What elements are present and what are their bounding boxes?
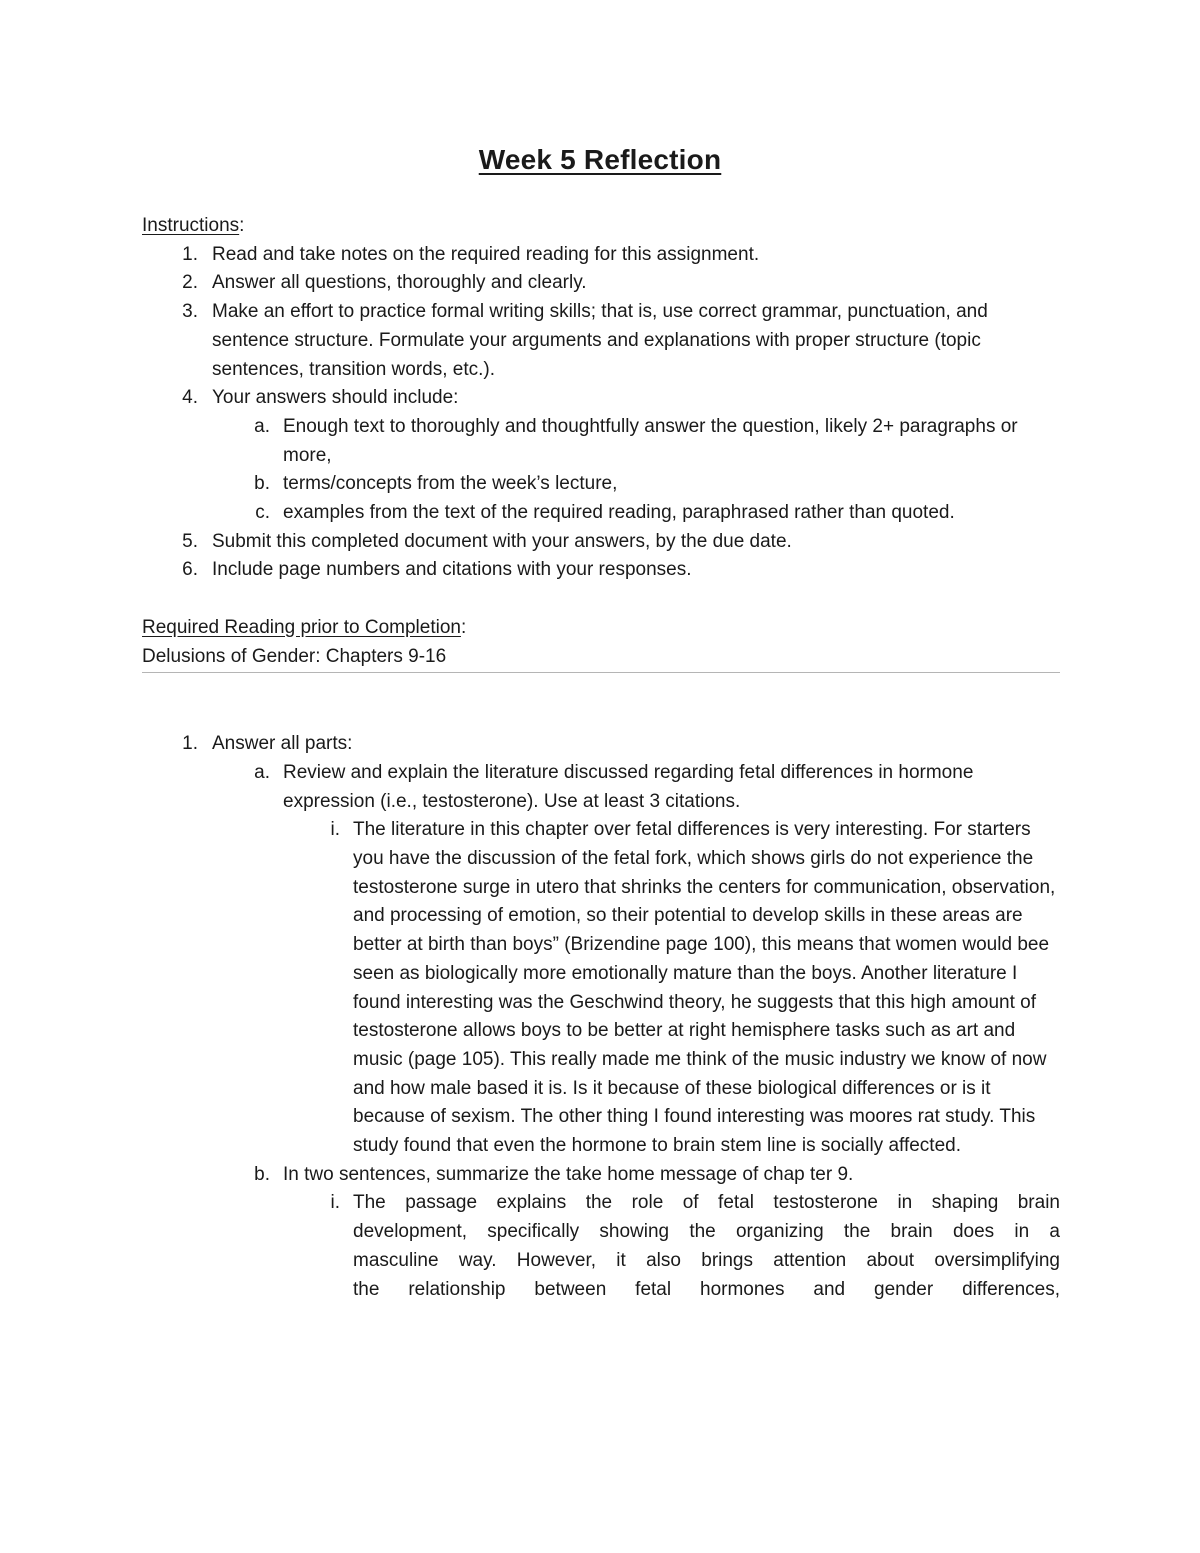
include-marker: a. <box>254 415 270 437</box>
document-title: Week 5 Reflection <box>478 144 722 175</box>
instruction-item-6 <box>142 556 1060 585</box>
instruction-item-1 <box>142 241 1060 270</box>
include-marker: b. <box>254 473 270 495</box>
answer-text: The literature in this chapter over fetal differences is very interesting. For starters you have the discussion of the fetal fork, which shows girls do not experience the testosterone surge in utero that shrinks the centers for communication, observation, and processing of emotion, so their potential to develop skills in these areas are better at birth than boys” (Brizendine page 100), this means that women would bee seen as biologically more emotionally mature than the boys. Another literature I found interesting was the Geschwind theory, he suggests that this high amount of testosterone allows boys to be better at right hemisphere tasks such as art and music (page 105). This really made me think of the music industry we know of now and how male based it is. Is it because of these biological differences or is it because of sexism. The other thing I found interesting was moores rat study. This study found that even the hormone to brain stem line is socially affected. <box>353 819 1056 1157</box>
instruction-marker: 3. <box>182 301 198 323</box>
reading-heading <box>142 614 1060 643</box>
instruction-marker: 6. <box>182 559 198 581</box>
instruction-marker: 1. <box>182 243 198 265</box>
answer-marker: i. <box>330 819 340 841</box>
part-text: In two sentences, summarize the take home message of chap ter 9. <box>283 1163 854 1185</box>
instruction-marker: 4. <box>182 387 198 409</box>
include-marker: c. <box>255 502 270 524</box>
reading-text: Delusions of Gender: Chapters 9-16 <box>142 645 447 667</box>
part-text: Review and explain the literature discussed regarding fetal differences in hormone expression (i.e., testosterone). Use at least 3 citations. <box>283 761 974 812</box>
instruction-item-4 <box>142 384 1060 528</box>
instruction-text: Read and take notes on the required reading for this assignment. <box>212 243 760 265</box>
answer-marker: i. <box>330 1192 340 1214</box>
instructions-label: Instructions <box>142 215 240 236</box>
instruction-text: Include page numbers and citations with your responses. <box>212 559 692 581</box>
instruction-text: Submit this completed document with your answers, by the due date. <box>212 530 792 552</box>
question-part-b <box>212 1161 1060 1305</box>
instruction-text: Answer all questions, thoroughly and clearly. <box>212 272 587 294</box>
include-list <box>212 413 1060 528</box>
question-parts <box>212 759 1060 1304</box>
answer-item <box>283 816 1060 1160</box>
answer-line: development, specifically showing the organizing the brain does in a <box>353 1221 1060 1243</box>
answer-list <box>283 816 1060 1160</box>
question-part-a <box>212 759 1060 1161</box>
instruction-marker: 2. <box>182 272 198 294</box>
instruction-item-2 <box>142 269 1060 298</box>
instruction-text: Make an effort to practice formal writing skills; that is, use correct grammar, punctuation, and sentence structure. Formulate your arguments and explanations with proper structure (topic sentences, transition words, etc.). <box>212 301 988 380</box>
include-text: Enough text to thoroughly and thoughtfully answer the question, likely 2+ paragraphs or more, <box>283 415 1018 466</box>
include-item-b <box>212 470 1060 499</box>
include-item-c <box>212 499 1060 528</box>
question-text: Answer all parts: <box>212 733 353 755</box>
questions-list <box>142 730 1060 1304</box>
answer-list <box>283 1189 1060 1304</box>
question-marker: 1. <box>182 733 198 755</box>
answer-line: masculine way. However, it also brings attention about oversimplifying <box>353 1249 1060 1271</box>
part-marker: b. <box>254 1163 270 1185</box>
reading-colon: : <box>460 616 467 638</box>
instructions-heading <box>142 212 1060 241</box>
instruction-marker: 5. <box>182 530 198 552</box>
blank-gap <box>142 673 1060 730</box>
part-marker: a. <box>254 761 270 783</box>
include-text: terms/concepts from the week’s lecture, <box>283 473 618 495</box>
answer-line: the relationship between fetal hormones and gender differences, <box>353 1278 1060 1300</box>
include-item-a <box>212 413 1060 470</box>
instruction-item-5 <box>142 528 1060 557</box>
answer-line: The passage explains the role of fetal testosterone in shaping brain <box>353 1192 1060 1214</box>
question-item-1 <box>142 730 1060 1304</box>
instruction-text: Your answers should include: <box>212 387 459 409</box>
document-body <box>142 212 1060 1304</box>
answer-item <box>283 1189 1060 1304</box>
instructions-list <box>142 241 1060 585</box>
instructions-colon: : <box>239 215 245 236</box>
blank-line <box>142 585 1060 614</box>
instruction-item-3 <box>142 298 1060 384</box>
include-text: examples from the text of the required reading, paraphrased rather than quoted. <box>283 502 955 524</box>
reading-label: Required Reading prior to Completion <box>142 616 461 638</box>
